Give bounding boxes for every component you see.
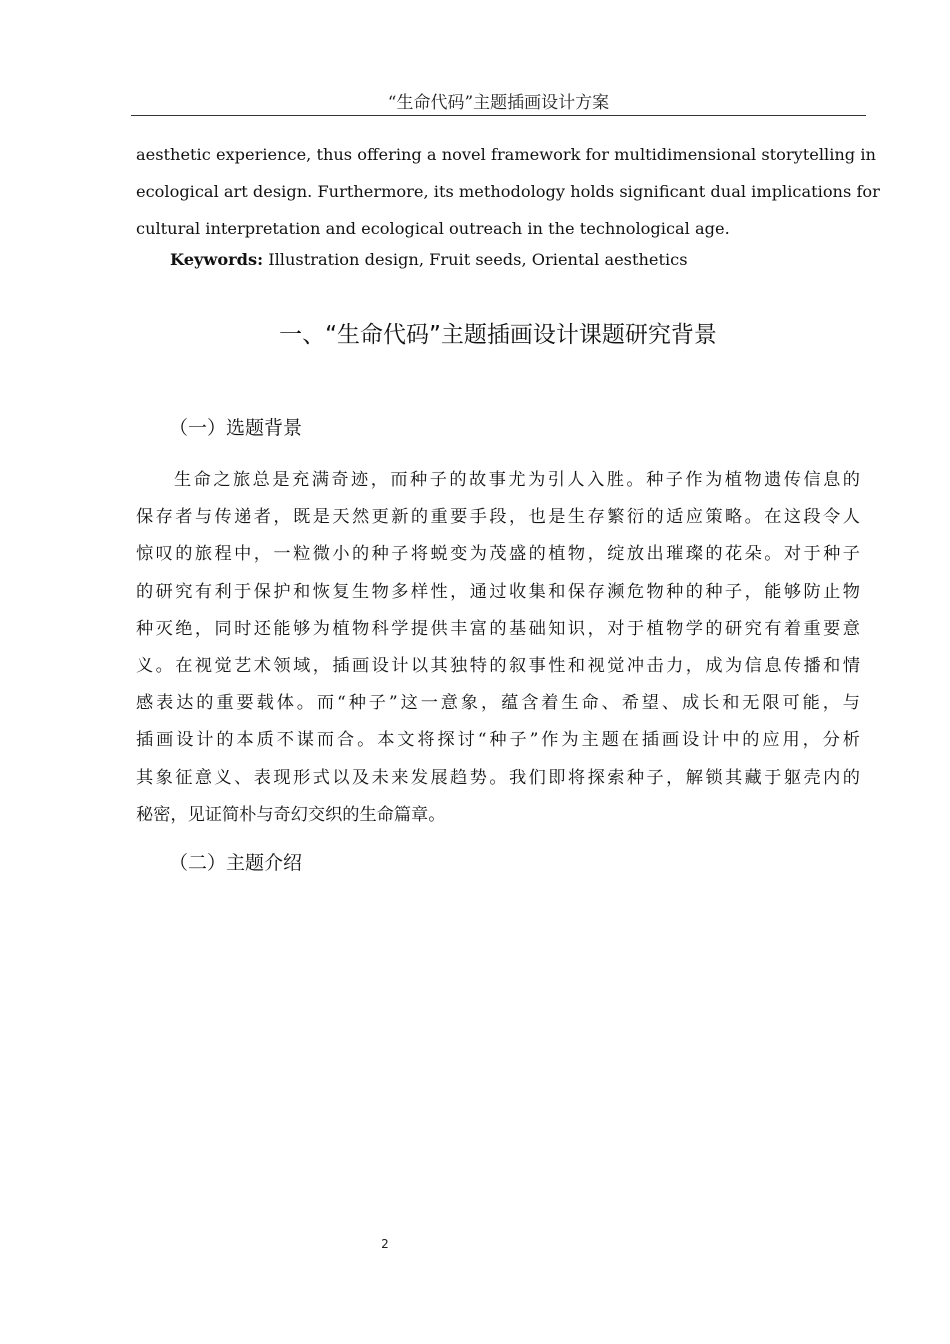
keywords-text: Illustration design, Fruit seeds, Oriental aesthetics <box>263 250 688 269</box>
paragraph-line: 种灭绝，同时还能够为植物科学提供丰富的基础知识，对于植物学的研究有着重要意 <box>136 618 860 639</box>
section-heading: 一、“生命代码”主题插画设计课题研究背景 <box>279 322 717 348</box>
paragraph-line: 插画设计的本质不谋而合。本文将探讨“种子”作为主题在插画设计中的应用，分析 <box>136 730 860 751</box>
header-divider <box>131 115 866 116</box>
paragraph-line: 生命之旅总是充满奇迹，而种子的故事尤为引人入胜。种子作为植物遗传信息的 <box>174 470 860 490</box>
keywords-label: Keywords: <box>170 250 264 269</box>
keywords-line <box>170 247 860 273</box>
paragraph-line: 感表达的重要载体。而“种子”这一意象，蕴含着生命、希望、成长和无限可能，与 <box>136 693 860 714</box>
body-paragraph <box>136 462 860 834</box>
subsection-heading-background: （一）选题背景 <box>169 417 303 439</box>
abstract-text <box>136 136 880 247</box>
subsection-heading-theme: （二）主题介绍 <box>169 852 303 874</box>
abstract-line: aesthetic experience, thus offering a novel framework for multidimensional storytelling in <box>136 145 876 164</box>
paragraph-line: 秘密，见证简朴与奇幻交织的生命篇章。 <box>136 804 446 825</box>
page-number: 2 <box>381 1237 389 1251</box>
paragraph-line: 的研究有利于保护和恢复生物多样性，通过收集和保存濒危物种的种子，能够防止物 <box>136 581 860 602</box>
paragraph-line: 其象征意义、表现形式以及未来发展趋势。我们即将探索种子，解锁其藏于躯壳内的 <box>136 767 860 788</box>
paragraph-line: 保存者与传递者，既是天然更新的重要手段，也是生存繁衍的适应策略。在这段令人 <box>136 507 860 528</box>
running-header: “生命代码”主题插画设计方案 <box>387 93 610 113</box>
abstract-line: ecological art design. Furthermore, its methodology holds significant dual implications for <box>136 182 880 201</box>
paragraph-line: 惊叹的旅程中，一粒微小的种子将蜕变为茂盛的植物，绽放出璀璨的花朵。对于种子 <box>136 544 860 565</box>
abstract-line: cultural interpretation and ecological outreach in the technological age. <box>136 219 730 238</box>
paragraph-line: 义。在视觉艺术领域，插画设计以其独特的叙事性和视觉冲击力，成为信息传播和情 <box>136 655 860 676</box>
